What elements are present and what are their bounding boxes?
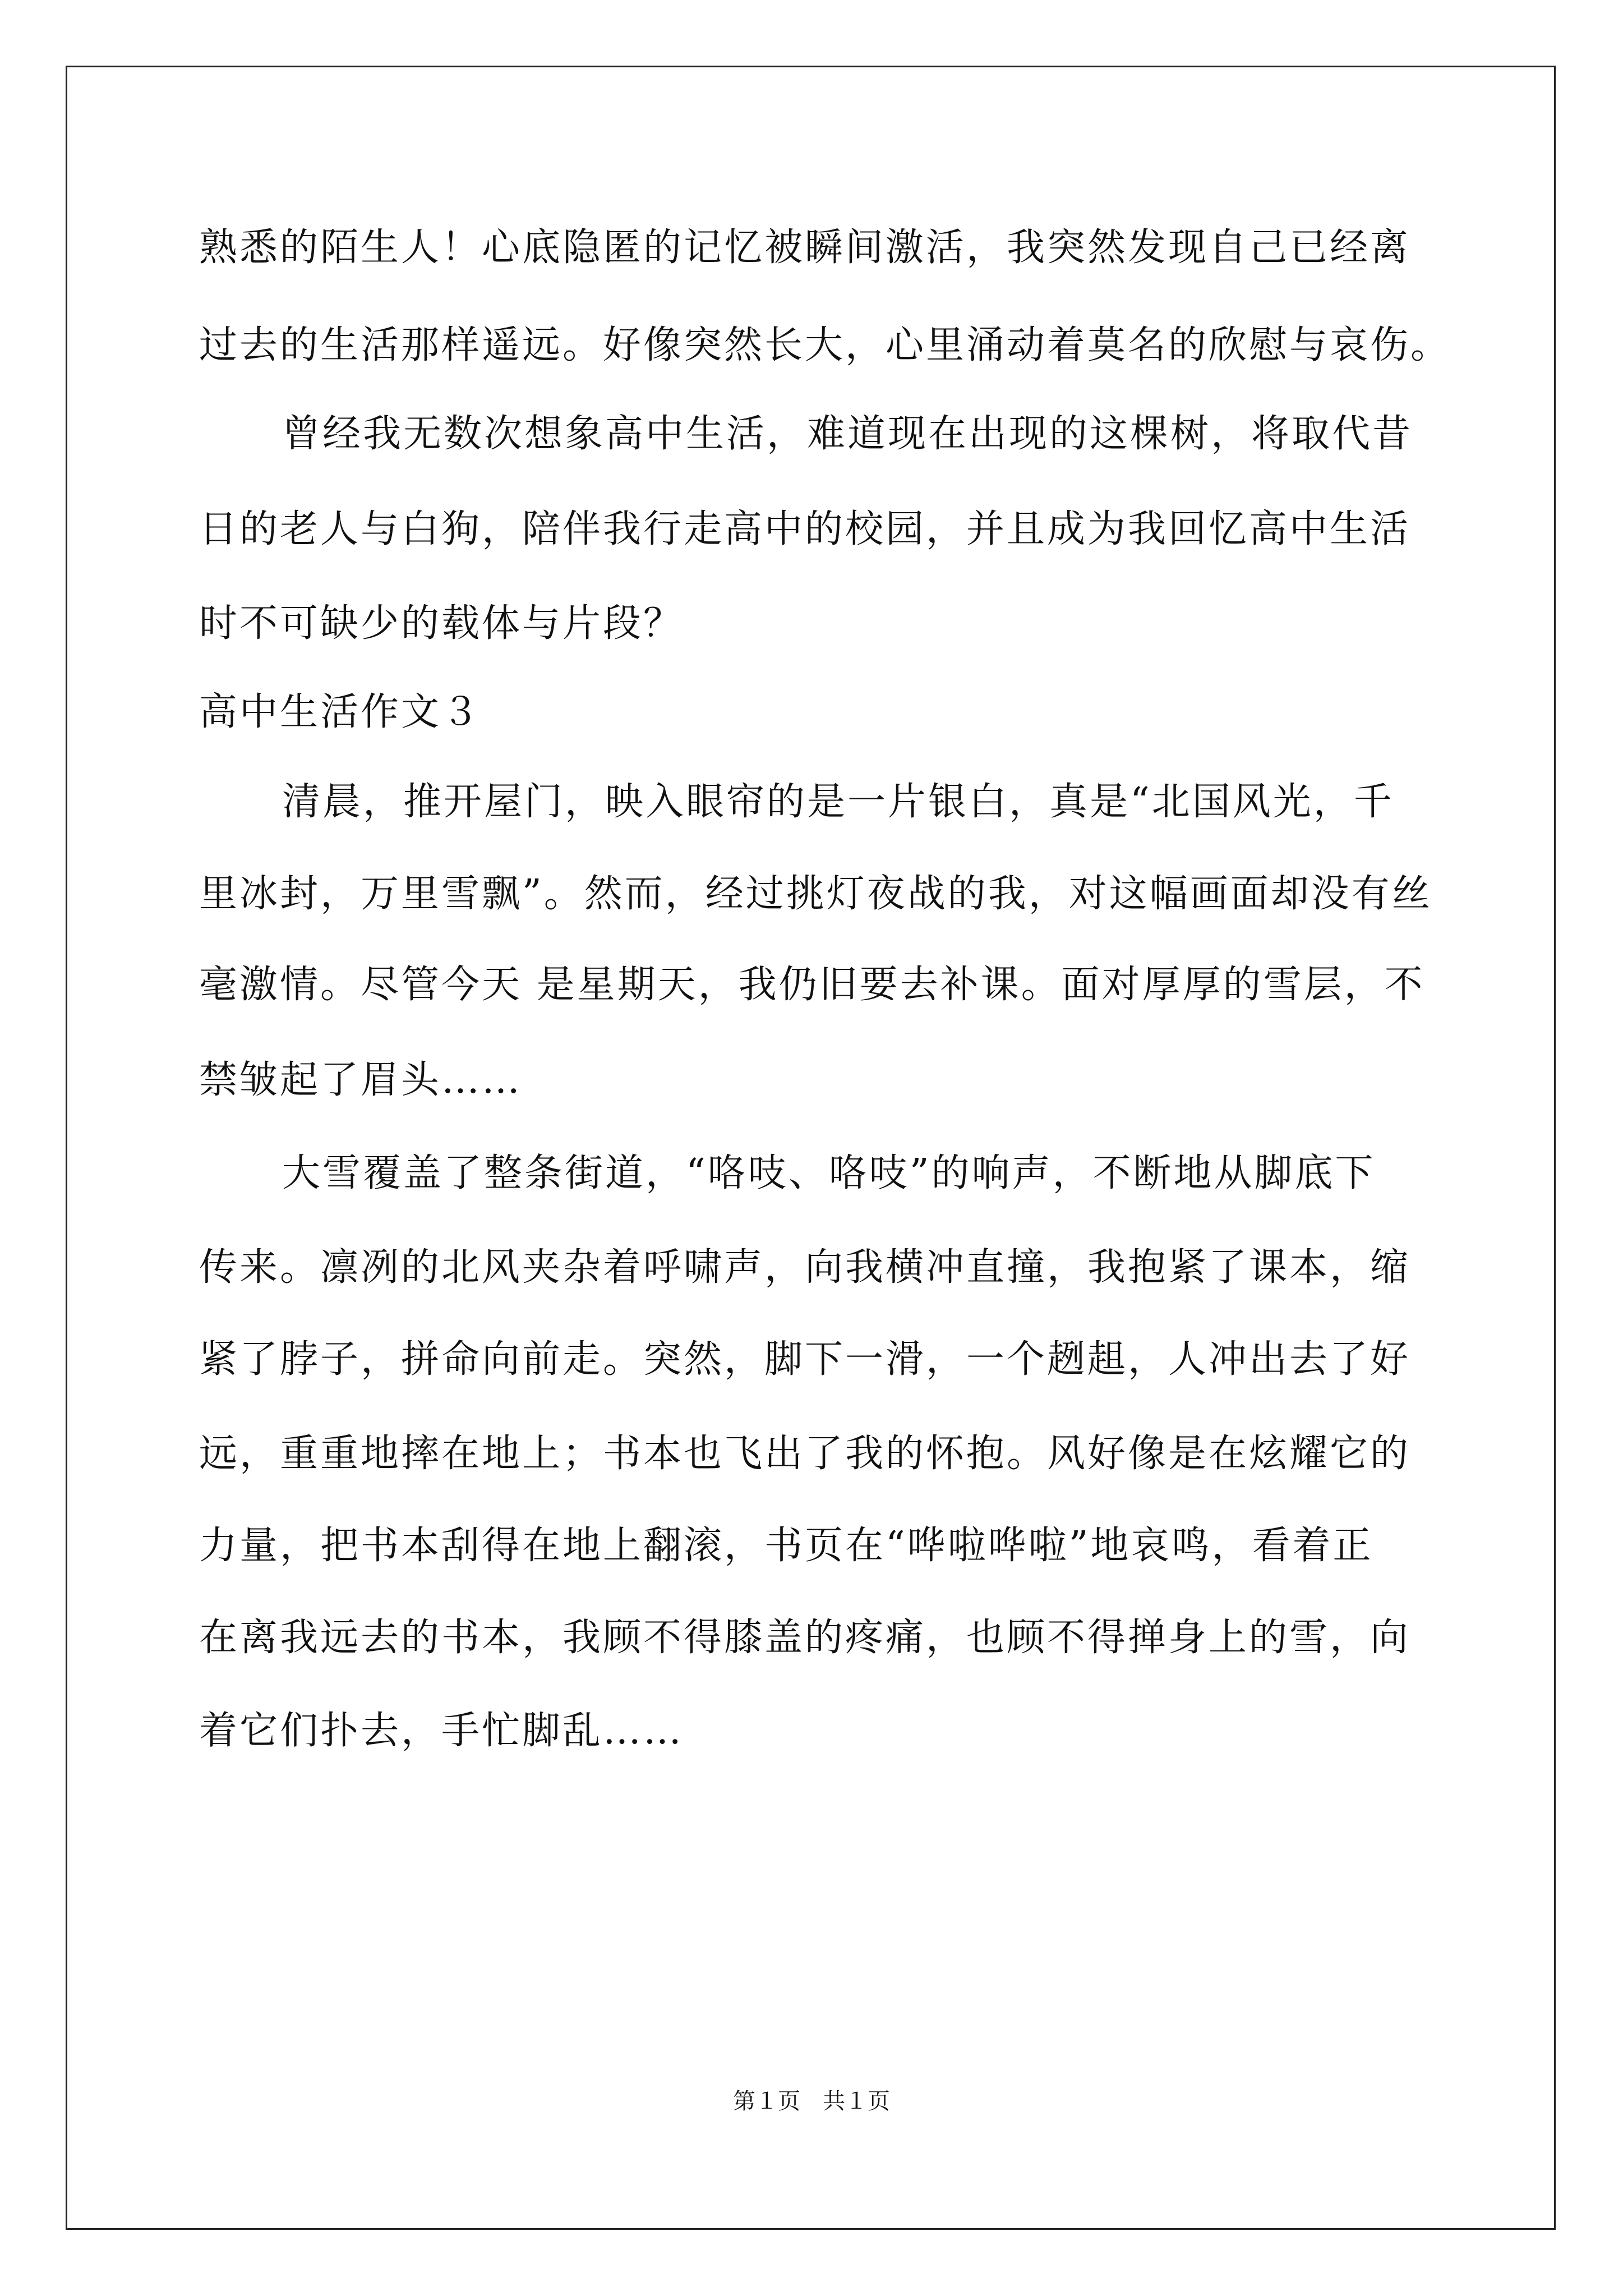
text-line: 力量，把书本刮得在地上翻滚，书页在“哗啦哗啦”地哀鸣，看着正 xyxy=(199,1524,1373,1568)
paragraph-first-line: 清晨，推开屋门，映入眼帘的是一片银白，真是“北国风光，千 xyxy=(282,780,1394,824)
text-line: 日的老人与白狗，陪伴我行走高中的校园，并且成为我回忆高中生活 xyxy=(199,507,1411,551)
paragraph-first-line: 大雪覆盖了整条街道，“咯吱、咯吱”的响声，不断地从脚底下 xyxy=(282,1151,1376,1195)
text-line: 过去的生活那样遥远。好像突然长大，心里涌动着莫名的欣慰与哀伤。 xyxy=(199,323,1451,367)
page-frame xyxy=(66,66,1556,2230)
text-line: 着它们扑去，手忙脚乱…… xyxy=(199,1709,684,1753)
text-line: 时不可缺少的载体与片段？ xyxy=(199,601,684,646)
page-number-footer: 第１页 共１页 xyxy=(733,2088,890,2114)
text-line: 在离我远去的书本，我顾不得膝盖的疼痛，也顾不得掸身上的雪，向 xyxy=(199,1616,1411,1660)
paragraph-first-line: 曾经我无数次想象高中生活，难道现在出现的这棵树，将取代昔 xyxy=(282,412,1413,456)
text-line: 里冰封，万里雪飘”。然而，经过挑灯夜战的我，对这幅画面却没有丝 xyxy=(199,872,1432,916)
text-line: 紧了脖子，拼命向前走。突然，脚下一滑，一个趔趄，人冲出去了好 xyxy=(199,1337,1411,1382)
text-line: 熟悉的陌生人！心底隐匿的记忆被瞬间激活，我突然发现自己已经离 xyxy=(199,226,1411,270)
section-heading: 高中生活作文３ xyxy=(199,690,482,734)
text-line: 传来。凛冽的北风夹杂着呼啸声，向我横冲直撞，我抱紧了课本，缩 xyxy=(199,1245,1411,1290)
text-line: 禁皱起了眉头…… xyxy=(199,1058,523,1102)
text-line: 毫激情。尽管今天 是星期天，我仍旧要去补课。面对厚厚的雪层，不 xyxy=(199,963,1425,1007)
text-line: 远，重重地摔在地上；书本也飞出了我的怀抱。风好像是在炫耀它的 xyxy=(199,1432,1411,1476)
